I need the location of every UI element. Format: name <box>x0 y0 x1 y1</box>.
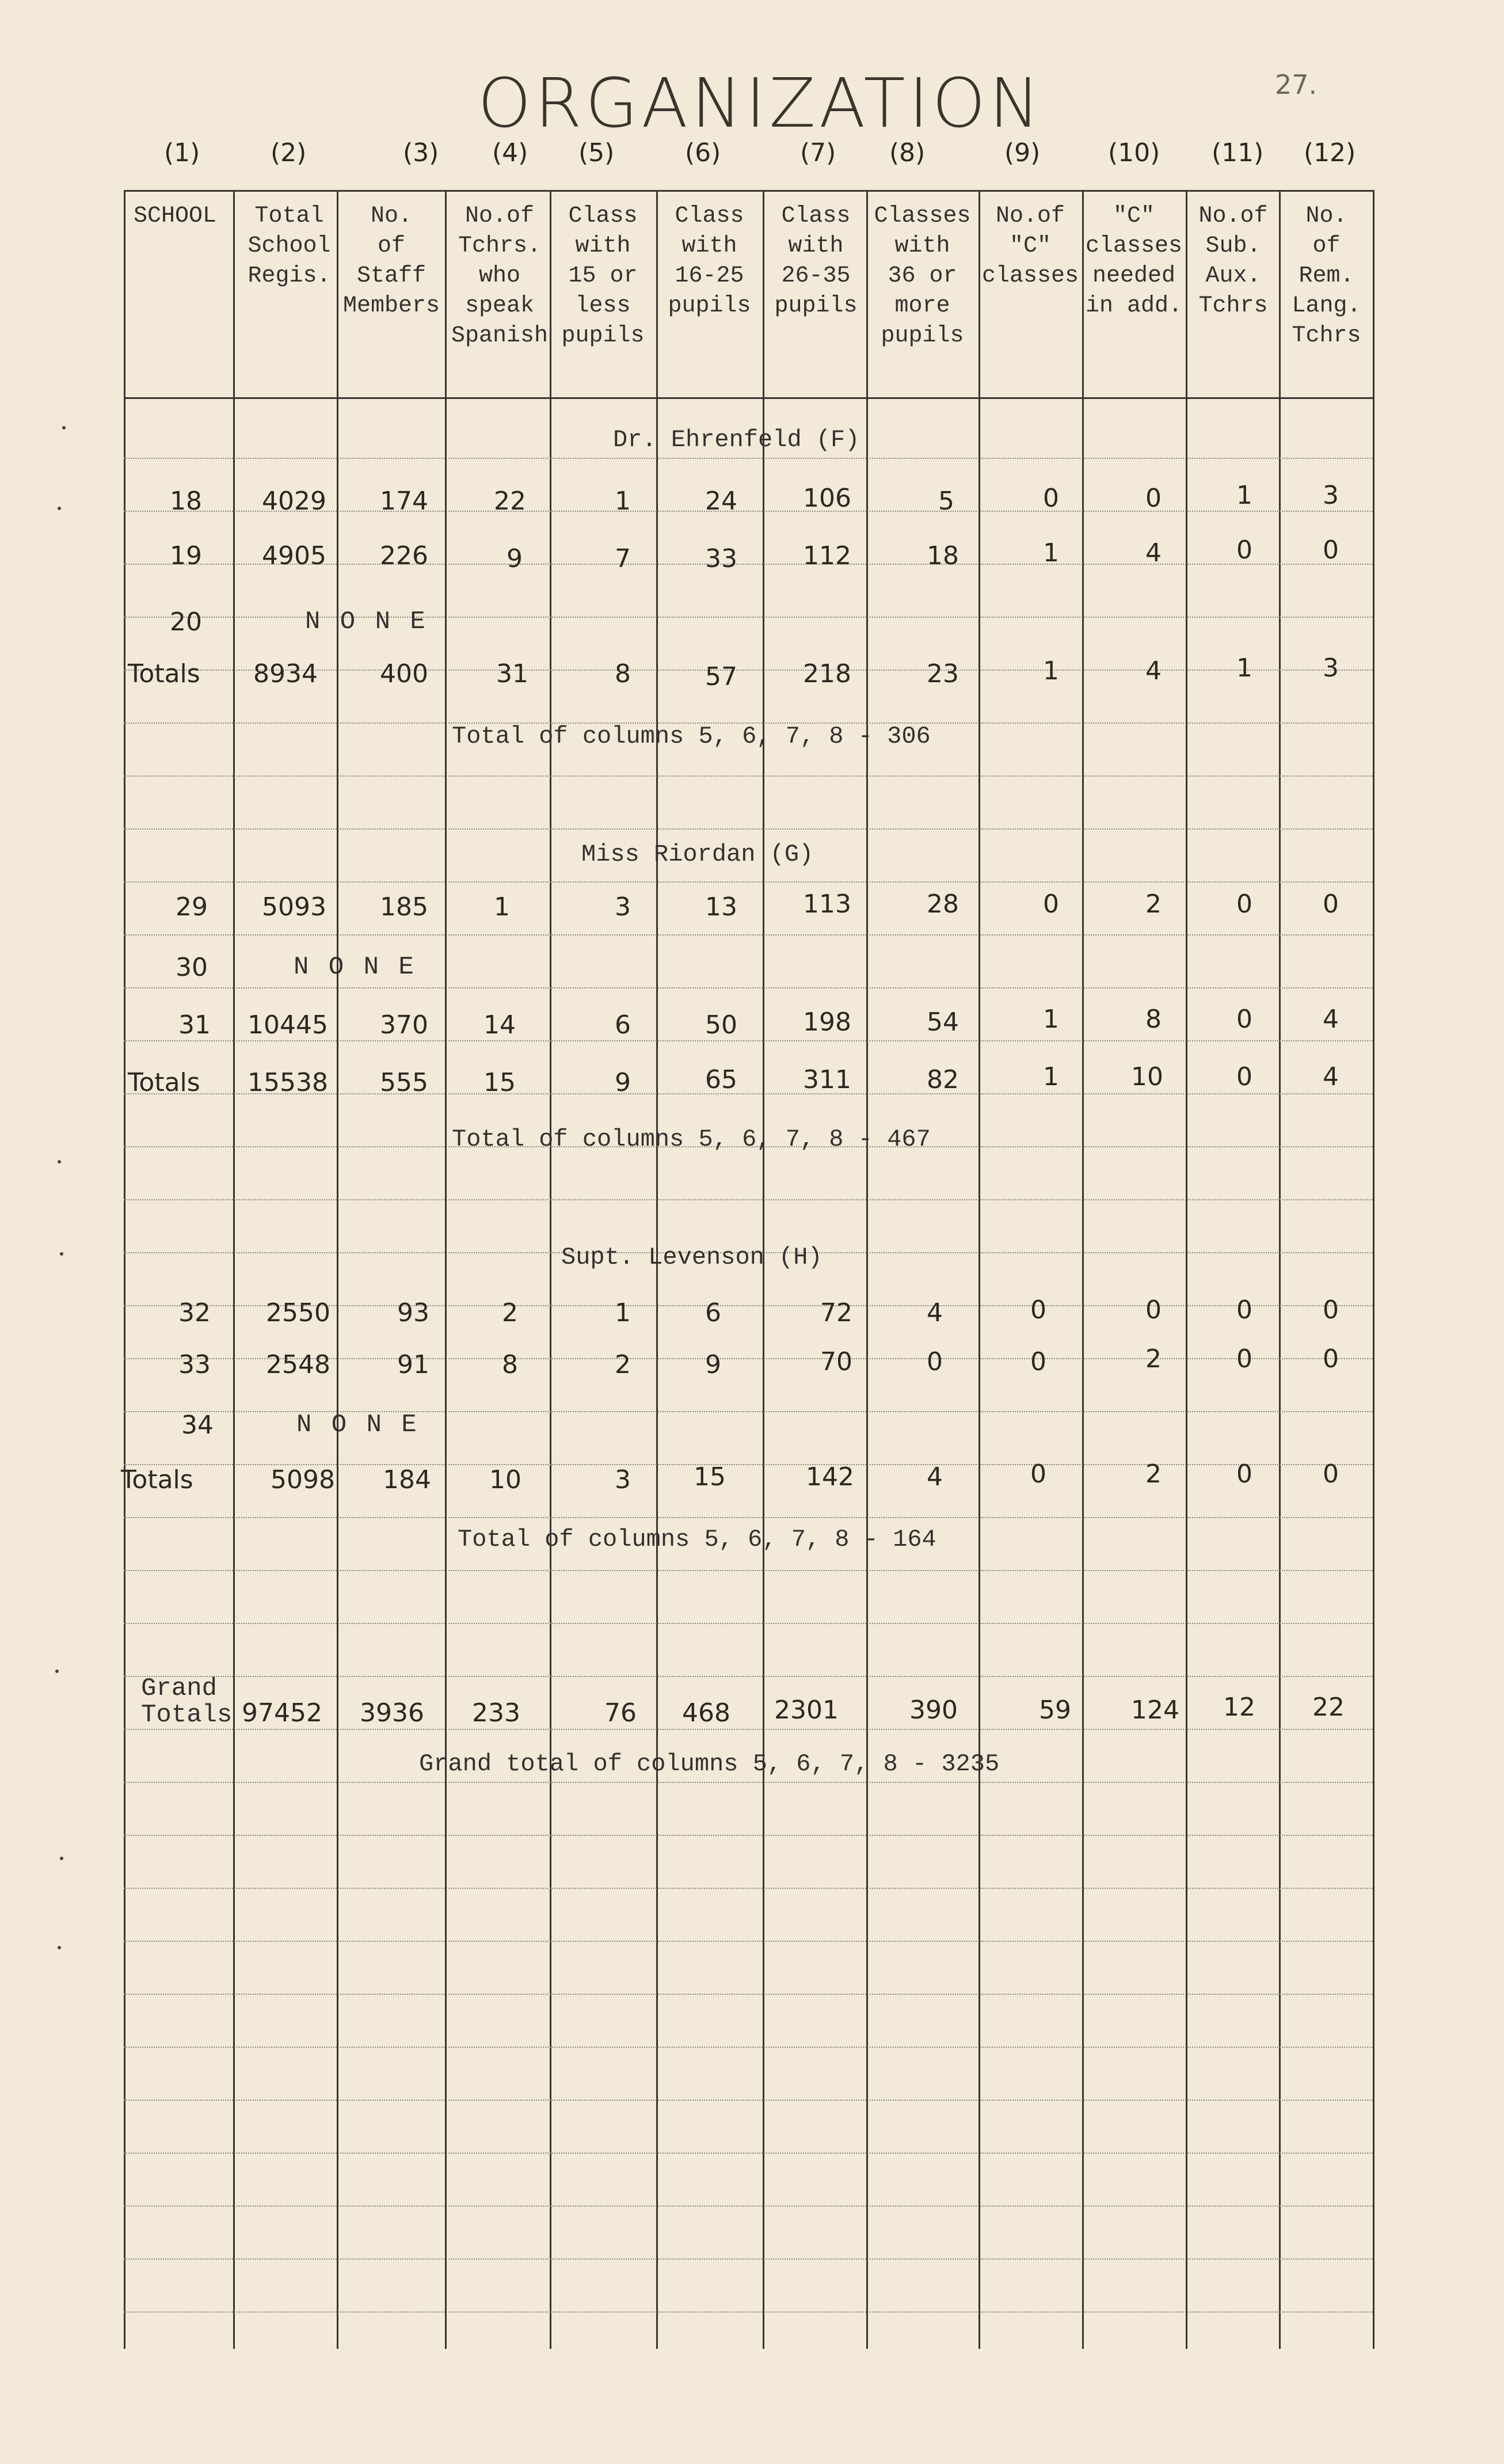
header-class-15-or-less: Class with 15 or less pupils <box>561 203 645 349</box>
class-15-cell: 1 <box>615 1298 631 1328</box>
ruled-line <box>124 881 1373 883</box>
c-needed-cell: 4 <box>1145 656 1162 686</box>
class-16-25-cell: 33 <box>705 544 737 573</box>
column-number: (4) <box>492 138 528 168</box>
staff-cell: 226 <box>380 541 428 571</box>
c-classes-cell: 0 <box>1030 1295 1046 1325</box>
staff-cell: 400 <box>380 659 428 689</box>
spanish-cell: 2 <box>502 1298 518 1328</box>
header-class-26-35: Class with 26-35 pupils <box>774 203 858 319</box>
section-heading: Miss Riordan (G) <box>581 841 814 868</box>
c-classes-cell: 1 <box>1043 656 1059 686</box>
ruled-line <box>124 1782 1373 1783</box>
class-16-25-cell: 9 <box>705 1350 721 1379</box>
column-number: (8) <box>889 138 926 168</box>
ruled-line <box>124 1676 1373 1677</box>
staff-cell: 184 <box>383 1465 431 1495</box>
column-rule <box>337 190 338 2349</box>
column-rule <box>1082 190 1084 2349</box>
rem-lang-cell: 3 <box>1323 653 1339 683</box>
header-spanish-teachers: No.of Tchrs. who speak Spanish <box>451 203 549 349</box>
column-rule <box>1186 190 1187 2349</box>
header-school: SCHOOL <box>134 203 217 229</box>
column-number: (12) <box>1304 138 1356 168</box>
ruled-line <box>124 1517 1373 1518</box>
spanish-cell: 1 <box>494 892 510 922</box>
class-15-cell: 7 <box>615 544 631 573</box>
header-c-classes-needed: "C" classes needed in add. <box>1085 203 1183 319</box>
spanish-cell: 8 <box>502 1350 518 1379</box>
ruled-line <box>124 2258 1373 2260</box>
column-rule <box>445 190 447 2349</box>
class-36-cell: 28 <box>927 889 959 919</box>
sub-aux-cell: 1 <box>1236 481 1252 510</box>
c-classes-cell: 1 <box>1043 538 1059 568</box>
column-rule <box>1279 190 1281 2349</box>
rem-lang-cell: 0 <box>1323 1344 1339 1374</box>
column-rule <box>124 190 125 2349</box>
class-16-25-cell: 24 <box>705 486 737 516</box>
class-36-cell: 82 <box>927 1065 959 1094</box>
column-rule <box>978 190 980 2349</box>
column-number: (1) <box>164 138 200 168</box>
school-number: 33 <box>178 1350 211 1379</box>
margin-dot <box>62 426 66 429</box>
total-regis-cell: 8934 <box>253 659 318 689</box>
spanish-cell: 15 <box>483 1068 516 1097</box>
class-26-35-cell: 218 <box>803 659 851 689</box>
margin-dot <box>58 1160 61 1163</box>
column-number: (6) <box>685 138 721 168</box>
sub-aux-cell: 0 <box>1236 1005 1252 1034</box>
total-regis-cell: 2548 <box>266 1350 330 1379</box>
class-16-25-cell: 50 <box>705 1010 737 1040</box>
ruled-line <box>124 987 1373 988</box>
c-needed-cell: 0 <box>1145 484 1162 513</box>
class-26-35-cell: 311 <box>803 1065 851 1094</box>
class-26-35-cell: 2301 <box>774 1695 839 1725</box>
staff-cell: 370 <box>380 1010 428 1040</box>
column-number: (10) <box>1108 138 1160 168</box>
rem-lang-cell: 22 <box>1312 1693 1345 1722</box>
total-regis-cell: 97452 <box>242 1698 322 1728</box>
school-number: 20 <box>170 607 202 637</box>
total-regis-cell: 5093 <box>262 892 326 922</box>
sub-aux-cell: 0 <box>1236 1344 1252 1374</box>
ruled-line <box>124 1941 1373 1942</box>
staff-cell: 3936 <box>360 1698 424 1728</box>
margin-dot <box>60 1857 63 1860</box>
class-15-cell: 6 <box>615 1010 631 1040</box>
margin-dot <box>58 507 61 510</box>
class-36-cell: 23 <box>927 659 959 689</box>
column-rule <box>233 190 235 2349</box>
rem-lang-cell: 0 <box>1323 889 1339 919</box>
rem-lang-cell: 4 <box>1323 1005 1339 1034</box>
header-c-classes: No.of "C" classes <box>981 203 1079 289</box>
section-total-line: Total of columns 5, 6, 7, 8 - 164 <box>458 1526 936 1553</box>
class-26-35-cell: 106 <box>803 484 851 513</box>
class-26-35-cell: 70 <box>820 1347 852 1377</box>
school-number: 29 <box>176 892 208 922</box>
c-needed-cell: 0 <box>1145 1295 1162 1325</box>
total-regis-cell: 5098 <box>271 1465 335 1495</box>
c-classes-cell: 1 <box>1043 1005 1059 1034</box>
ruled-line <box>124 1729 1373 1730</box>
school-number: 32 <box>178 1298 211 1328</box>
grand-total-line: Grand total of columns 5, 6, 7, 8 - 3235 <box>419 1750 1000 1778</box>
ruled-line <box>124 2100 1373 2101</box>
class-16-25-cell: 15 <box>694 1462 726 1492</box>
column-number: (7) <box>800 138 836 168</box>
ruled-line <box>124 934 1373 936</box>
class-26-35-cell: 113 <box>803 889 851 919</box>
class-16-25-cell: 13 <box>705 892 737 922</box>
sub-aux-cell: 12 <box>1223 1693 1255 1722</box>
school-number: 18 <box>170 486 202 516</box>
class-15-cell: 76 <box>604 1698 637 1728</box>
class-36-cell: 4 <box>927 1298 943 1328</box>
c-needed-cell: 2 <box>1145 889 1162 919</box>
class-36-cell: 5 <box>938 486 954 516</box>
ruled-line <box>124 1199 1373 1200</box>
c-needed-cell: 124 <box>1131 1695 1179 1725</box>
c-needed-cell: 8 <box>1145 1005 1162 1034</box>
spanish-cell: 10 <box>489 1465 521 1495</box>
rem-lang-cell: 4 <box>1323 1062 1339 1092</box>
sub-aux-cell: 0 <box>1236 535 1252 565</box>
class-15-cell: 1 <box>615 486 631 516</box>
page-number: 27. <box>1275 69 1318 100</box>
ruled-line <box>124 1888 1373 1889</box>
rem-lang-cell: 0 <box>1323 1459 1339 1489</box>
class-16-25-cell: 468 <box>682 1698 730 1728</box>
class-26-35-cell: 112 <box>803 541 851 571</box>
column-number: (9) <box>1004 138 1041 168</box>
total-regis-cell: 15538 <box>248 1068 328 1097</box>
total-regis-cell: 2550 <box>266 1298 330 1328</box>
totals-label: Totals <box>128 659 200 689</box>
ruled-line <box>124 2206 1373 2207</box>
spanish-cell: 233 <box>472 1698 520 1728</box>
ruled-line <box>124 458 1373 459</box>
totals-label: Totals <box>128 1068 200 1097</box>
c-needed-cell: 2 <box>1145 1344 1162 1374</box>
school-number: 34 <box>181 1410 214 1440</box>
header-classes-36-or-more: Classes with 36 or more pupils <box>874 203 971 349</box>
column-number: (2) <box>271 138 307 168</box>
school-number: 19 <box>170 541 202 571</box>
sub-aux-cell: 0 <box>1236 1459 1252 1489</box>
c-needed-cell: 10 <box>1131 1062 1163 1092</box>
c-classes-cell: 0 <box>1043 889 1059 919</box>
class-26-35-cell: 198 <box>803 1007 851 1037</box>
ruled-line <box>124 1994 1373 1995</box>
class-16-25-cell: 65 <box>705 1065 737 1094</box>
margin-dot <box>58 1946 61 1949</box>
spanish-cell: 9 <box>507 544 523 573</box>
ruled-line <box>124 1570 1373 1571</box>
class-36-cell: 54 <box>927 1007 959 1037</box>
staff-cell: 174 <box>380 486 428 516</box>
ruled-line <box>124 828 1373 830</box>
page-title: ORGANIZATION <box>478 63 1044 143</box>
total-regis-cell: 4905 <box>262 541 326 571</box>
none-note: N O N E <box>296 1410 419 1439</box>
school-number: 30 <box>176 953 208 982</box>
class-26-35-cell: 72 <box>820 1298 852 1328</box>
ruled-line <box>124 2153 1373 2154</box>
totals-label: Totals <box>121 1465 193 1495</box>
ruled-line <box>124 775 1373 777</box>
column-rule <box>550 190 551 2349</box>
c-classes-cell: 59 <box>1039 1695 1071 1725</box>
class-26-35-cell: 142 <box>806 1462 854 1492</box>
ruled-line <box>124 2311 1373 2313</box>
spanish-cell: 14 <box>483 1010 516 1040</box>
column-number: (3) <box>403 138 439 168</box>
header-staff-members: No. of Staff Members <box>342 203 440 319</box>
class-36-cell: 390 <box>909 1695 958 1725</box>
grand-totals-label: Grand Totals <box>141 1674 233 1729</box>
sub-aux-cell: 0 <box>1236 1295 1252 1325</box>
margin-dot <box>60 1252 63 1256</box>
class-16-25-cell: 57 <box>705 662 737 691</box>
ruled-line <box>124 1835 1373 1836</box>
class-15-cell: 2 <box>615 1350 631 1379</box>
ruled-line <box>124 1623 1373 1624</box>
section-heading: Supt. Levenson (H) <box>561 1244 823 1271</box>
c-classes-cell: 0 <box>1043 484 1059 513</box>
section-total-line: Total of columns 5, 6, 7, 8 - 306 <box>452 723 931 750</box>
column-rule <box>866 190 868 2349</box>
sub-aux-cell: 0 <box>1236 889 1252 919</box>
class-15-cell: 8 <box>615 659 631 689</box>
c-classes-cell: 1 <box>1043 1062 1059 1092</box>
class-36-cell: 0 <box>927 1347 943 1377</box>
header-total-school-regis: Total School Regis. <box>248 203 331 289</box>
class-15-cell: 3 <box>615 1465 631 1495</box>
school-number: 31 <box>178 1010 211 1040</box>
none-note: N O N E <box>294 953 416 982</box>
class-36-cell: 18 <box>927 541 959 571</box>
class-15-cell: 9 <box>615 1068 631 1097</box>
column-number: (5) <box>578 138 615 168</box>
staff-cell: 93 <box>397 1298 429 1328</box>
spanish-cell: 31 <box>496 659 528 689</box>
rem-lang-cell: 0 <box>1323 1295 1339 1325</box>
class-16-25-cell: 6 <box>705 1298 721 1328</box>
ruled-line <box>124 1040 1373 1041</box>
ruled-line <box>124 2047 1373 2048</box>
header-class-16-25: Class with 16-25 pupils <box>668 203 751 319</box>
rem-lang-cell: 0 <box>1323 535 1339 565</box>
c-needed-cell: 2 <box>1145 1459 1162 1489</box>
section-heading: Dr. Ehrenfeld (F) <box>613 426 860 454</box>
c-needed-cell: 4 <box>1145 538 1162 568</box>
spanish-cell: 22 <box>494 486 526 516</box>
column-number: (11) <box>1212 138 1264 168</box>
header-sub-aux-teachers: No.of Sub. Aux. Tchrs <box>1198 203 1268 319</box>
margin-dot <box>55 1670 59 1673</box>
column-rule <box>1373 190 1374 2349</box>
none-note: N O N E <box>305 607 428 636</box>
sub-aux-cell: 1 <box>1236 653 1252 683</box>
total-regis-cell: 4029 <box>262 486 326 516</box>
sub-aux-cell: 0 <box>1236 1062 1252 1092</box>
c-classes-cell: 0 <box>1030 1347 1046 1377</box>
class-15-cell: 3 <box>615 892 631 922</box>
staff-cell: 91 <box>397 1350 429 1379</box>
class-36-cell: 4 <box>927 1462 943 1492</box>
staff-cell: 555 <box>380 1068 428 1097</box>
total-regis-cell: 10445 <box>248 1010 328 1040</box>
staff-cell: 185 <box>380 892 428 922</box>
rem-lang-cell: 3 <box>1323 481 1339 510</box>
section-total-line: Total of columns 5, 6, 7, 8 - 467 <box>452 1125 931 1153</box>
c-classes-cell: 0 <box>1030 1459 1046 1489</box>
header-rem-lang-teachers: No. of Rem. Lang. Tchrs <box>1292 203 1361 349</box>
